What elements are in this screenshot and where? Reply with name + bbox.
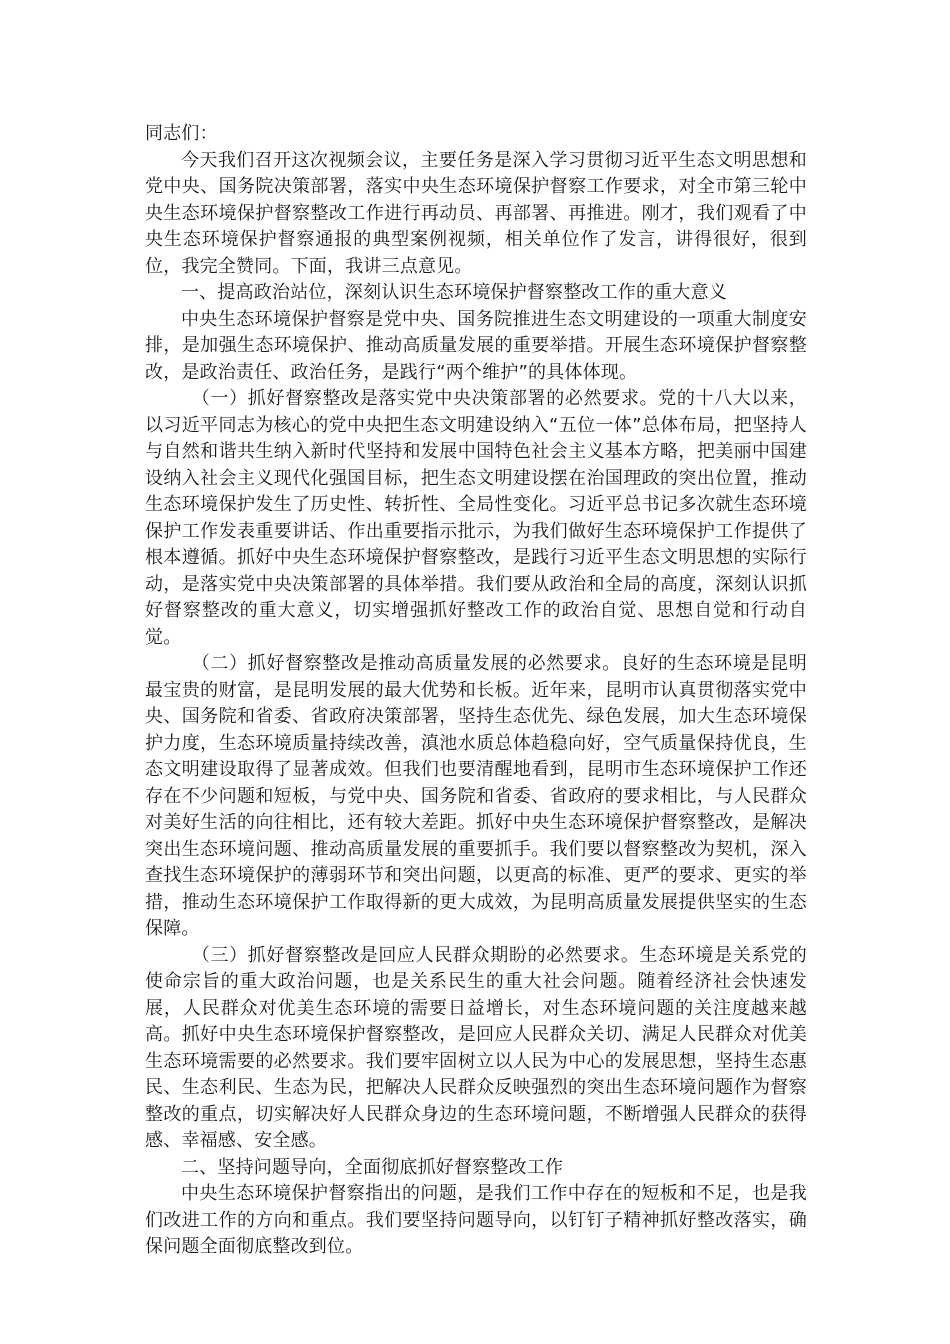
section-heading-1: 一、提高政治站位，深刻认识生态环境保护督察整改工作的重大意义 xyxy=(181,282,727,303)
paragraph-point-1: （一）抓好督察整改是落实党中央决策部署的必然要求。党的十八大以来，以习近平同志为核心的党中央把生态文明建设纳入“五位一体”总体布局，把坚持人与自然和谐共生纳入新时代坚持和发展中国特色社会主义基本方略，把美丽中国建设纳入社会主义现代化强国目标，把生态文明建设摆在治国理政的突出位置，推动生态环境保护发生了历史性、转折性、全局性变化。习近平总书记多次就生态环境保护工作发表重要讲话、作出重要指示批示，为我们做好生态环境保护工作提供了根本遵循。抓好中央生态环境保护督察整改，是践行习近平生态文明思想的实际行动，是落实党中央决策部署的具体举措。我们要从政治和全局的高度，深刻认识抓好督察整改的重大意义，切实增强抓好整改工作的政治自觉、思想自觉和行动自觉。 xyxy=(145,388,807,648)
paragraph-point-3: （三）抓好督察整改是回应人民群众期盼的必然要求。生态环境是关系党的使命宗旨的重大政治问题，也是关系民生的重大社会问题。随着经济社会快速发展，人民群众对优美生态环境的需要日益增长，对生态环境问题的关注度越来越高。抓好中央生态环境保护督察整改，是回应人民群众关切、满足人民群众对优美生态环境需要的必然要求。我们要牢固树立以人民为中心的发展思想，坚持生态惠民、生态利民、生态为民，把解决人民群众反映强烈的突出生态环境问题作为督察整改的重点，切实解决好人民群众身边的生态环境问题，不断增强人民群众的获得感、幸福感、安全感。 xyxy=(145,944,807,1151)
paragraph-section-1-intro: 中央生态环境保护督察是党中央、国务院推进生态文明建设的一项重大制度安排，是加强生态环境保护、推动高质量发展的重要举措。开展生态环境保护督察整改，是政治责任、政治任务，是践行“两个维护”的具体体现。 xyxy=(145,308,807,383)
section-heading-2: 二、坚持问题导向，全面彻底抓好督察整改工作 xyxy=(181,1156,564,1178)
salutation: 同志们： xyxy=(145,123,218,144)
document-body xyxy=(145,121,807,1261)
paragraph-section-2-intro: 中央生态环境保护督察指出的问题，是我们工作中存在的短板和不足，也是我们改进工作的方向和重点。我们要坚持问题导向，以钉钉子精神抓好整改落实，确保问题全面彻底整改到位。 xyxy=(145,1183,807,1257)
paragraph-point-2: （二）抓好督察整改是推动高质量发展的必然要求。良好的生态环境是昆明最宝贵的财富，是昆明发展的最大优势和长板。近年来，昆明市认真贯彻落实党中央、国务院和省委、省政府决策部署，坚持生态优先、绿色发展，加大生态环境保护力度，生态环境质量持续改善，滇池水质总体趋稳向好，空气质量保持优良，生态文明建设取得了显著成效。但我们也要清醒地看到，昆明市生态环境保护工作还存在不少问题和短板，与党中央、国务院和省委、省政府的要求相比，与人民群众对美好生活的向往相比，还有较大差距。抓好中央生态环境保护督察整改，是解决突出生态环境问题、推动高质量发展的重要抓手。我们要以督察整改为契机，深入查找生态环境保护的薄弱环节和突出问题，以更高的标准、更严的要求、更实的举措，推动生态环境保护工作取得新的更大成效，为昆明高质量发展提供坚实的生态保障。 xyxy=(145,653,807,939)
paragraph-opening: 今天我们召开这次视频会议，主要任务是深入学习贯彻习近平生态文明思想和党中央、国务院决策部署，落实中央生态环境保护督察工作要求，对全市第三轮中央生态环境保护督察整改工作进行再动员、再部署、再推进。刚才，我们观看了中央生态环境保护督察通报的典型案例视频，相关单位作了发言，讲得很好，很到位，我完全赞同。下面，我讲三点意见。 xyxy=(145,149,807,277)
